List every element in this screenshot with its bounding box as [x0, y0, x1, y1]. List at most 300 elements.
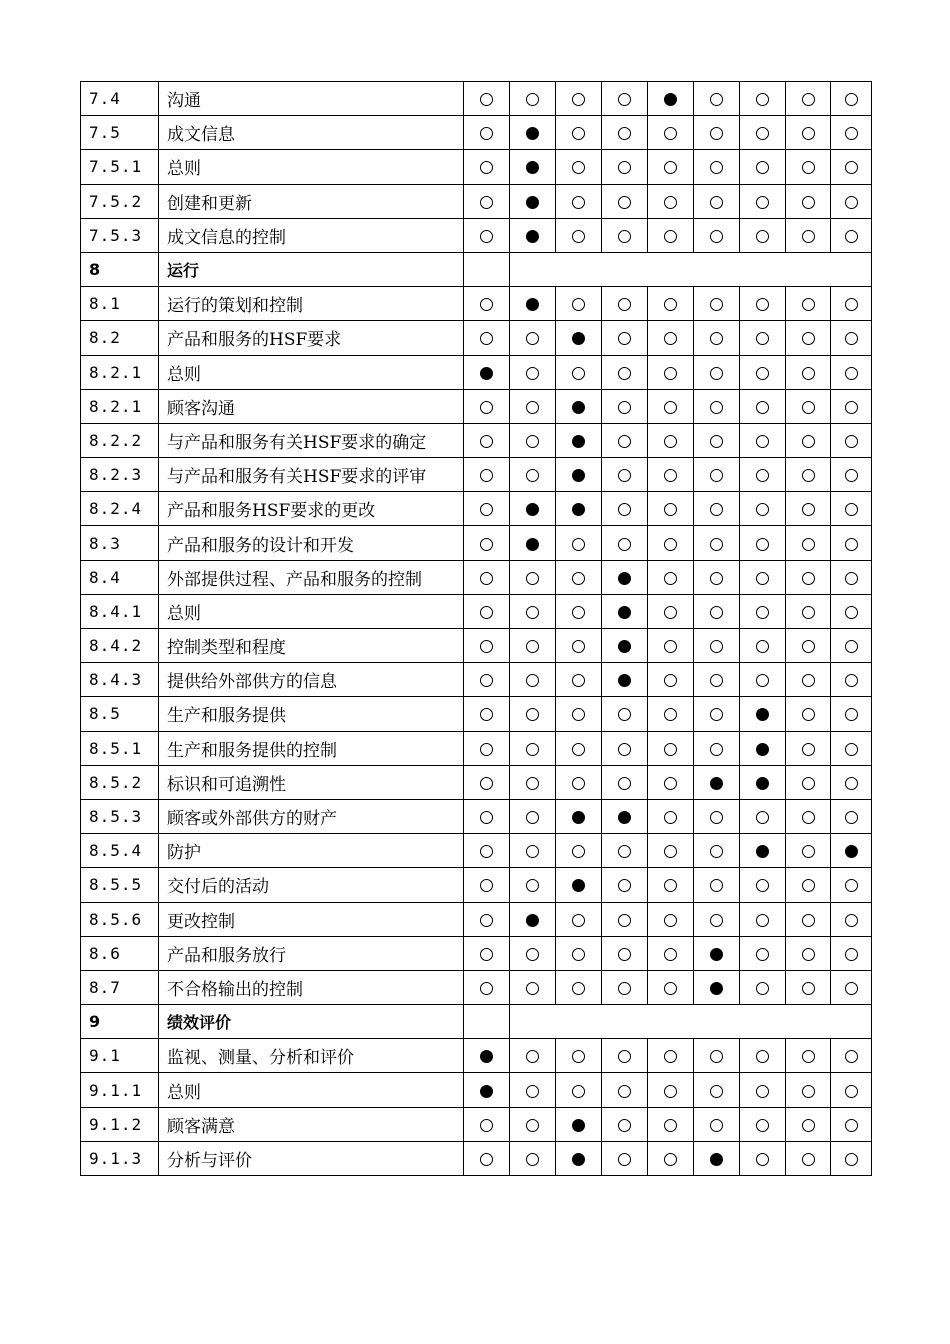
empty-circle-icon [845, 572, 858, 585]
empty-circle-icon [618, 127, 631, 140]
empty-circle-icon [756, 93, 769, 106]
empty-circle-icon [710, 1050, 723, 1063]
mark-cell [602, 560, 648, 594]
mark-cell [602, 389, 648, 423]
empty-circle-icon [526, 435, 539, 448]
empty-circle-icon [664, 538, 677, 551]
mark-cell [648, 560, 694, 594]
clause-title: 产品和服务放行 [159, 936, 464, 970]
clause-number: 9.1 [81, 1039, 159, 1073]
filled-circle-icon [572, 332, 585, 345]
mark-cell [740, 150, 786, 184]
empty-circle-icon [618, 435, 631, 448]
mark-cell [464, 629, 510, 663]
mark-cell [464, 560, 510, 594]
empty-circle-icon [845, 674, 858, 687]
empty-circle-icon [664, 503, 677, 516]
mark-cell [694, 1107, 740, 1141]
empty-circle-icon [618, 1153, 631, 1166]
mark-cell [602, 218, 648, 252]
table-row [81, 1073, 872, 1107]
mark-cell [740, 936, 786, 970]
empty-circle-icon [802, 674, 815, 687]
mark-cell [740, 526, 786, 560]
clause-title: 不合格输出的控制 [159, 970, 464, 1004]
mark-cell [648, 184, 694, 218]
mark-cell [831, 936, 872, 970]
table-row [81, 697, 872, 731]
table-row [81, 868, 872, 902]
filled-circle-icon [845, 845, 858, 858]
empty-circle-icon [756, 332, 769, 345]
mark-cell [556, 834, 602, 868]
empty-circle-icon [572, 914, 585, 927]
mark-cell [510, 902, 556, 936]
mark-cell [464, 594, 510, 628]
empty-circle-icon [710, 196, 723, 209]
empty-circle-icon [710, 230, 723, 243]
empty-circle-icon [710, 743, 723, 756]
mark-cell [510, 1107, 556, 1141]
empty-circle-icon [480, 538, 493, 551]
empty-circle-icon [664, 469, 677, 482]
empty-circle-icon [572, 743, 585, 756]
mark-cell [786, 218, 831, 252]
mark-cell [602, 184, 648, 218]
mark-cell [740, 1107, 786, 1141]
blank-cell [464, 252, 510, 286]
mark-cell [831, 526, 872, 560]
empty-circle-icon [618, 982, 631, 995]
empty-circle-icon [802, 982, 815, 995]
mark-cell [464, 1073, 510, 1107]
mark-cell [831, 287, 872, 321]
mark-cell [602, 82, 648, 116]
mark-cell [786, 116, 831, 150]
mark-cell [740, 868, 786, 902]
mark-cell [510, 663, 556, 697]
empty-circle-icon [710, 640, 723, 653]
mark-cell [602, 526, 648, 560]
clause-number: 8.5 [81, 697, 159, 731]
table-row [81, 116, 872, 150]
empty-circle-icon [618, 743, 631, 756]
empty-circle-icon [572, 640, 585, 653]
empty-circle-icon [572, 538, 585, 551]
empty-circle-icon [480, 879, 493, 892]
mark-cell [556, 287, 602, 321]
mark-cell [510, 731, 556, 765]
empty-circle-icon [618, 1050, 631, 1063]
empty-circle-icon [802, 127, 815, 140]
mark-cell [648, 868, 694, 902]
table-row [81, 492, 872, 526]
empty-circle-icon [756, 538, 769, 551]
empty-circle-icon [572, 1085, 585, 1098]
mark-cell [831, 697, 872, 731]
filled-circle-icon [756, 845, 769, 858]
mark-cell [556, 902, 602, 936]
mark-cell [786, 560, 831, 594]
empty-circle-icon [480, 469, 493, 482]
mark-cell [694, 663, 740, 697]
mark-cell [464, 355, 510, 389]
filled-circle-icon [480, 1050, 493, 1063]
empty-circle-icon [572, 367, 585, 380]
empty-circle-icon [710, 572, 723, 585]
clause-number: 8.3 [81, 526, 159, 560]
empty-circle-icon [845, 332, 858, 345]
clause-number: 7.5.2 [81, 184, 159, 218]
mark-cell [556, 970, 602, 1004]
mark-cell [786, 1039, 831, 1073]
empty-circle-icon [802, 161, 815, 174]
empty-circle-icon [845, 93, 858, 106]
mark-cell [648, 116, 694, 150]
mark-cell [831, 1107, 872, 1141]
empty-circle-icon [845, 127, 858, 140]
empty-circle-icon [526, 708, 539, 721]
mark-cell [786, 936, 831, 970]
empty-circle-icon [845, 469, 858, 482]
clause-number: 8.5.6 [81, 902, 159, 936]
mark-cell [602, 1073, 648, 1107]
clause-number: 7.4 [81, 82, 159, 116]
empty-circle-icon [664, 1119, 677, 1132]
mark-cell [556, 594, 602, 628]
filled-circle-icon [572, 401, 585, 414]
mark-cell [464, 868, 510, 902]
empty-circle-icon [664, 845, 677, 858]
mark-cell [694, 936, 740, 970]
empty-circle-icon [664, 1050, 677, 1063]
mark-cell [694, 458, 740, 492]
empty-circle-icon [480, 401, 493, 414]
empty-circle-icon [802, 230, 815, 243]
mark-cell [648, 629, 694, 663]
mark-cell [694, 560, 740, 594]
empty-circle-icon [480, 743, 493, 756]
filled-circle-icon [618, 674, 631, 687]
empty-circle-icon [618, 367, 631, 380]
mark-cell [648, 492, 694, 526]
mark-cell [510, 184, 556, 218]
empty-circle-icon [664, 401, 677, 414]
empty-circle-icon [845, 1050, 858, 1063]
mark-cell [786, 1141, 831, 1175]
mark-cell [602, 423, 648, 457]
empty-circle-icon [710, 708, 723, 721]
empty-circle-icon [480, 230, 493, 243]
empty-circle-icon [710, 879, 723, 892]
empty-circle-icon [664, 1153, 677, 1166]
empty-circle-icon [845, 948, 858, 961]
mark-cell [556, 526, 602, 560]
empty-circle-icon [618, 469, 631, 482]
mark-cell [740, 287, 786, 321]
empty-circle-icon [710, 93, 723, 106]
mark-cell [831, 731, 872, 765]
empty-circle-icon [572, 230, 585, 243]
filled-circle-icon [618, 606, 631, 619]
mark-cell [464, 1107, 510, 1141]
clause-title: 总则 [159, 1073, 464, 1107]
clause-title: 分析与评价 [159, 1141, 464, 1175]
empty-circle-icon [756, 298, 769, 311]
mark-cell [556, 218, 602, 252]
mark-cell [556, 629, 602, 663]
mark-cell [602, 765, 648, 799]
filled-circle-icon [526, 196, 539, 209]
mark-cell [464, 936, 510, 970]
mark-cell [648, 1141, 694, 1175]
mark-cell [740, 799, 786, 833]
empty-circle-icon [664, 640, 677, 653]
mark-cell [694, 765, 740, 799]
mark-cell [648, 936, 694, 970]
clause-title: 运行 [159, 252, 464, 286]
mark-cell [786, 799, 831, 833]
mark-cell [648, 663, 694, 697]
empty-circle-icon [480, 161, 493, 174]
mark-cell [740, 731, 786, 765]
mark-cell [464, 321, 510, 355]
empty-circle-icon [664, 811, 677, 824]
mark-cell [694, 1073, 740, 1107]
mark-cell [740, 389, 786, 423]
empty-circle-icon [618, 1119, 631, 1132]
filled-circle-icon [756, 777, 769, 790]
blank-cell [464, 1005, 510, 1039]
empty-circle-icon [572, 93, 585, 106]
filled-circle-icon [710, 777, 723, 790]
clause-number: 7.5 [81, 116, 159, 150]
empty-circle-icon [845, 503, 858, 516]
mark-cell [740, 82, 786, 116]
empty-circle-icon [618, 230, 631, 243]
mark-cell [602, 355, 648, 389]
empty-circle-icon [802, 503, 815, 516]
mark-cell [740, 423, 786, 457]
mark-cell [510, 936, 556, 970]
mark-cell [831, 663, 872, 697]
filled-circle-icon [572, 503, 585, 516]
mark-cell [786, 1107, 831, 1141]
mark-cell [648, 287, 694, 321]
empty-circle-icon [480, 93, 493, 106]
mark-cell [648, 82, 694, 116]
mark-cell [786, 458, 831, 492]
mark-cell [786, 321, 831, 355]
empty-circle-icon [664, 674, 677, 687]
clause-number: 8.5.2 [81, 765, 159, 799]
mark-cell [464, 697, 510, 731]
empty-circle-icon [526, 811, 539, 824]
clause-number: 8.4.3 [81, 663, 159, 697]
mark-cell [694, 731, 740, 765]
empty-circle-icon [572, 298, 585, 311]
clause-title: 创建和更新 [159, 184, 464, 218]
mark-cell [510, 1141, 556, 1175]
mark-cell [510, 868, 556, 902]
table-row [81, 731, 872, 765]
mark-cell [831, 902, 872, 936]
mark-cell [464, 1039, 510, 1073]
empty-circle-icon [664, 982, 677, 995]
mark-cell [556, 82, 602, 116]
empty-circle-icon [802, 1050, 815, 1063]
empty-circle-icon [845, 1153, 858, 1166]
empty-circle-icon [526, 1153, 539, 1166]
clause-number: 9 [81, 1005, 159, 1039]
mark-cell [510, 82, 556, 116]
mark-cell [464, 834, 510, 868]
mark-cell [602, 731, 648, 765]
empty-circle-icon [572, 1050, 585, 1063]
mark-cell [694, 116, 740, 150]
mark-cell [648, 902, 694, 936]
mark-cell [694, 321, 740, 355]
mark-cell [464, 287, 510, 321]
mark-cell [464, 458, 510, 492]
empty-circle-icon [618, 93, 631, 106]
table-row [81, 936, 872, 970]
mark-cell [648, 526, 694, 560]
empty-circle-icon [802, 1085, 815, 1098]
empty-circle-icon [710, 367, 723, 380]
clause-title: 提供给外部供方的信息 [159, 663, 464, 697]
mark-cell [740, 492, 786, 526]
empty-circle-icon [756, 1050, 769, 1063]
mark-cell [740, 834, 786, 868]
mark-cell [786, 594, 831, 628]
empty-circle-icon [572, 196, 585, 209]
empty-circle-icon [802, 435, 815, 448]
mark-cell [648, 389, 694, 423]
empty-circle-icon [802, 640, 815, 653]
clause-responsibility-table [80, 81, 872, 1176]
empty-circle-icon [664, 572, 677, 585]
mark-cell [556, 1141, 602, 1175]
mark-cell [602, 1107, 648, 1141]
mark-cell [740, 765, 786, 799]
empty-circle-icon [664, 743, 677, 756]
empty-circle-icon [480, 982, 493, 995]
empty-circle-icon [756, 572, 769, 585]
clause-title: 与产品和服务有关HSF要求的评审 [159, 458, 464, 492]
mark-cell [510, 423, 556, 457]
mark-cell [464, 526, 510, 560]
filled-circle-icon [526, 538, 539, 551]
filled-circle-icon [572, 879, 585, 892]
empty-circle-icon [710, 538, 723, 551]
table-row [81, 1107, 872, 1141]
empty-circle-icon [756, 914, 769, 927]
mark-cell [786, 1073, 831, 1107]
empty-circle-icon [480, 1153, 493, 1166]
filled-circle-icon [526, 503, 539, 516]
clause-title: 成文信息的控制 [159, 218, 464, 252]
empty-circle-icon [802, 93, 815, 106]
clause-title: 顾客沟通 [159, 389, 464, 423]
mark-cell [831, 868, 872, 902]
mark-cell [831, 1073, 872, 1107]
mark-cell [510, 697, 556, 731]
mark-cell [602, 150, 648, 184]
empty-circle-icon [802, 845, 815, 858]
empty-circle-icon [480, 127, 493, 140]
clause-title: 与产品和服务有关HSF要求的确定 [159, 423, 464, 457]
mark-cell [602, 1039, 648, 1073]
mark-cell [786, 526, 831, 560]
mark-cell [740, 1039, 786, 1073]
mark-cell [694, 150, 740, 184]
mark-cell [831, 834, 872, 868]
filled-circle-icon [710, 1153, 723, 1166]
empty-circle-icon [756, 161, 769, 174]
clause-title: 总则 [159, 594, 464, 628]
clause-title: 成文信息 [159, 116, 464, 150]
mark-cell [510, 629, 556, 663]
clause-number: 8.7 [81, 970, 159, 1004]
mark-cell [556, 423, 602, 457]
mark-cell [831, 355, 872, 389]
empty-circle-icon [756, 1085, 769, 1098]
empty-circle-icon [480, 435, 493, 448]
empty-circle-icon [618, 298, 631, 311]
mark-cell [556, 355, 602, 389]
filled-circle-icon [756, 743, 769, 756]
table-body [81, 82, 872, 1176]
empty-circle-icon [756, 196, 769, 209]
table-row [81, 526, 872, 560]
empty-circle-icon [480, 777, 493, 790]
mark-cell [694, 492, 740, 526]
clause-title: 沟通 [159, 82, 464, 116]
empty-circle-icon [802, 332, 815, 345]
mark-cell [831, 799, 872, 833]
empty-circle-icon [526, 469, 539, 482]
mark-cell [510, 1039, 556, 1073]
mark-cell [694, 799, 740, 833]
empty-circle-icon [664, 367, 677, 380]
empty-circle-icon [664, 298, 677, 311]
filled-circle-icon [526, 127, 539, 140]
empty-circle-icon [618, 401, 631, 414]
mark-cell [831, 594, 872, 628]
mark-cell [786, 355, 831, 389]
mark-cell [694, 629, 740, 663]
mark-cell [510, 116, 556, 150]
clause-number: 8.1 [81, 287, 159, 321]
mark-cell [831, 82, 872, 116]
mark-cell [556, 731, 602, 765]
empty-circle-icon [618, 196, 631, 209]
empty-circle-icon [526, 572, 539, 585]
table-row [81, 902, 872, 936]
mark-cell [510, 560, 556, 594]
empty-circle-icon [802, 367, 815, 380]
filled-circle-icon [526, 298, 539, 311]
empty-circle-icon [664, 435, 677, 448]
clause-title: 顾客或外部供方的财产 [159, 799, 464, 833]
mark-cell [648, 423, 694, 457]
mark-cell [602, 834, 648, 868]
mark-cell [786, 902, 831, 936]
mark-cell [556, 868, 602, 902]
mark-cell [786, 731, 831, 765]
empty-circle-icon [710, 914, 723, 927]
